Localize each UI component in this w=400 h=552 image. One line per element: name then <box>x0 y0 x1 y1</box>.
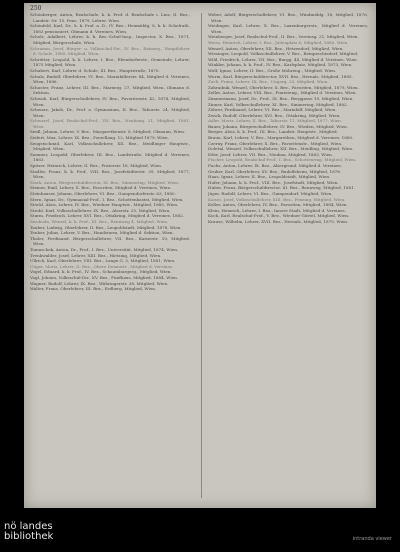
directory-entry: Tauber, Ludwig, Oberlehrer, II. Bez., Leopoldstadt, Mitglied, 1878, Wien. <box>30 224 182 230</box>
directory-entry: Schubert, Karl, Lehrer d. Schule, III. Bez., Hauptstraße, 1870. <box>30 67 160 73</box>
column-divider <box>201 13 202 498</box>
directory-entry: Schulz, Rudolf, Oberlehrer, VI. Bez., Mariahilferstr. 84, Mitglied d. Vereines, Wien, 1886. <box>30 73 190 85</box>
directory-entry: Koch, Karl, Realschul-Prof., V. Bez., Wiedner Gürtel, Mitglied, Wien. <box>208 213 350 219</box>
directory-entry: Haas, Ignaz, Lehrer, II. Bez., Leopoldstadt, Mitglied, Wien. <box>208 174 331 180</box>
directory-entry: Sommer, Leopold, Oberlehrer, III. Bez., Landstraße, Mitglied d. Vereines, 1883. <box>30 151 190 163</box>
directory-entry: Vogel, Eduard, k. k. Prof., IV. Bez., Schaumburgerg., Mitglied, Wien. <box>30 269 172 275</box>
directory-entry: Schramm, Josef, Bürger- u. Volksschul-Dir., IV. Bez., Rainerg., Hauptlehrer d. Schule, 1880, Mitglied, Wien. <box>30 45 190 57</box>
directory-entry: Berger, Alois, k. k. Prof., III. Bez., Landstr. Hauptstr., Mitglied. <box>208 129 338 135</box>
directory-entry: Fuchs, Anton, Lehrer, IX. Bez., Alsergrund, Mitglied d. Vereines. <box>208 163 342 169</box>
directory-entry: Zinner, Karl, Volksschullehrer, XI. Bez., Simmering, Mitglied, 1882. <box>208 101 348 107</box>
directory-entry: Swoboda, Wenzel, k. k. Prof., III. Bez., Rennweg 4, Mitglied, Wien. <box>30 218 169 224</box>
directory-entry: Schönfeld, Karl, Dr., k. k. Prof. a. D., IV. Bez., Heumühlg. 8, k. k. Schulrath, 1883 pensioniert, Obmann d. Vereines, Wien. <box>30 23 190 34</box>
directory-entry: Fischer, Leopold, Realschul-Prof., I. Bez., Schottenring, Mitglied, Wien. <box>208 157 357 163</box>
directory-entry: Weinberger, Josef, Realschul-Prof., II. Bez., Vereinsg. 21, Mitglied, Wien. <box>208 34 359 40</box>
directory-entry: Adler, Moriz, Lehrer, II. Bez., Taborstr. 11, Mitglied, 1877, Wien. <box>208 118 343 124</box>
directory-entry: Wagner, Rudolf, Lehrer, IX. Bez., Währingerstr. 38, Mitglied, Wien. <box>30 280 169 286</box>
directory-entry: Walter, Franz, Oberlehrer, III. Bez., Erdberg, Mitglied, Wien. <box>30 286 157 292</box>
directory-entry: Wild, Friedrich, Lehrer, VII. Bez., Burgg. 44, Mitglied d. Vereines, Wien. <box>208 56 358 62</box>
directory-entry: Krause, Wilhelm, Lehrer, XVII. Bez., Hernals, Mitglied, 1879, Wien. <box>208 218 349 224</box>
directory-entry: Wenzel, Anton, Oberlehrer, XII. Bez., Hetzendorf, Mitglied, Wien. <box>208 45 344 51</box>
directory-entry: Trenkwalder, Josef, Lehrer, XIII. Bez., Hietzing, Mitglied, Wien. <box>30 252 162 258</box>
directory-entry: Sengstschmid, Karl, Volksschullehrer, XII. Bez., Meidlinger Hauptstr., Mitglied, Wien. <box>30 140 190 152</box>
viewer-label[interactable]: intranda viewer <box>352 536 392 542</box>
logo-line-1: nö landes <box>4 521 53 532</box>
directory-entry: Zöhrer, Ferdinand, Lehrer, VI. Bez., Mariahilf, Mitglied, Wien. <box>208 107 337 113</box>
directory-entry: Stöckl, Alois, Lehrer, IV. Bez., Wiedner Hauptstr., Mitglied, 1885, Wien. <box>30 202 179 208</box>
right-column <box>208 12 368 500</box>
logo-line-2: bibliothek <box>4 531 54 542</box>
directory-entry: Kaiser, Josef, Volksschullehrer, XIII. Bez., Penzing, Mitglied, Wien. <box>208 196 346 202</box>
directory-entry: Schrötter, Leopold, k. k. Lehrer, I. Bez., Ebendorferstr., Gemeinde, Lehrer, 1875 Mitglied, Wien. <box>30 56 190 68</box>
directory-entry: Schwarzl, Josef, Realschul-Prof., VII. Bez., Neubaug. 21, Mitglied, 1881, Wien. <box>30 118 190 129</box>
directory-entry: Gruber, Karl, Oberlehrer, XV. Bez., Rudolfsheim, Mitglied, 1878. <box>208 168 342 174</box>
directory-entry: Doležal, Wenzel, Volksschullehrer, XII. Bez., Meidling, Mitglied, Wien. <box>208 146 354 152</box>
directory-entry: Ullrich, Karl, Oberlehrer, VIII. Bez., Lange G. 3, Mitglied, 1881, Wien. <box>30 258 176 264</box>
directory-entry: Seifert, Max, Lehrer, IX. Bez., Porzellang. 12, Mitglied 1879, Wien. <box>30 135 169 141</box>
directory-entry: Schwarz, Jakob, Dr., Prof. a. Gymnasium, II. Bez., Taborstr. 24, Mitglied, Wien. <box>30 107 190 118</box>
directory-entry: Wurm, Karl, Bürgerschuldirector, XVII. Bez., Hernals, Mitglied, 1885. <box>208 73 353 79</box>
directory-entry: Unger, Moriz, Lehrer, II. Bez., Obere Donaustr., Mitglied d. Vereines. <box>30 263 174 269</box>
directory-entry: Tomaschek, Anton, Dr., Prof., I. Bez., Universität, Mitglied, 1874, Wien. <box>30 246 179 252</box>
directory-entry: Huber, Franz, Bürgerschuldirector, III. Bez., Rennweg, Mitglied, 1881. <box>208 185 356 191</box>
directory-entry: Steinhauser, Johann, Oberlehrer, VI. Bez., Gumpendorferstr. 63, 1880. <box>30 191 176 196</box>
directory-entry: Thaler, Ferdinand, Bürgerschullehrer, VII. Bez., Kaiserstr. 10, Mitglied, Wien. <box>30 235 190 247</box>
directory-entry: Hofer, Johann, k. k. Prof., VIII. Bez., Josefstadt, Mitglied, Wien. <box>208 179 339 185</box>
scanned-page <box>24 3 376 508</box>
directory-entry: Zach, Franz, Lehrer, III. Bez., Ungarg. 33, Mitglied, Wien. <box>208 79 329 85</box>
directory-entry: Stern, Ignaz, Dr., Gymnasial-Prof., I. Bez., Schottenbastei, Mitglied, Wien. <box>30 196 184 202</box>
directory-entry: Czerny, Franz, Oberlehrer, X. Bez., Favoritenstr., Mitglied, Wien. <box>208 140 343 146</box>
directory-entry: Schwab, Karl, Bürgerschullehrer, IV. Bez., Favoritenstr. 42, 1874, Mitglied, Wien. <box>30 95 190 107</box>
directory-entry: Schönberger, Anton, Realschule, k. k. Prof. d. Realschule i. Linz, II. Bez., Landstr. Nr. 15. Pens. 1879, Lehrer. Wien. <box>30 12 190 23</box>
directory-entry: Stadler, Franz, k. k. Prof., VIII. Bez., Josefstädterstr. 39, Mitglied, 1877, Wien. <box>30 168 190 180</box>
directory-entry: Sturm, Friedrich, Lehrer, XVI. Bez., Ottakring, Mitglied d. Vereines, 1882. <box>30 213 185 219</box>
directory-entry: Seidl, Johann, Lehrer, V. Bez., Margarethenstr. 8, Mitglied, Obmann, Wien. <box>30 129 186 135</box>
directory-entry: Wolf, Ignaz, Lehrer, II. Bez., Große Mohreng., Mitglied, Wien. <box>208 67 337 73</box>
directory-entry: Zimmermann, Josef, Dr., Prof., IX. Bez., Berggasse 19, Mitglied, Wien. <box>208 95 354 101</box>
directory-entry: Zwick, Rudolf, Oberlehrer, XVI. Bez., Ottakring, Mitglied, Wien. <box>208 112 341 118</box>
directory-entry: Zahradnik, Wenzel, Oberlehrer, X. Bez., Favoriten, Mitglied, 1879, Wien. <box>208 84 359 90</box>
directory-entry: Vogl, Johann, Volksschul-Dir., XV. Bez., Fünfhaus, Mitglied, 1884, Wien. <box>30 274 179 280</box>
left-column <box>30 12 190 500</box>
directory-entry: Eder, Josef, Lehrer, VII. Bez., Neubau, Mitglied, 1883, Wien. <box>208 151 334 157</box>
directory-entry: Wiesinger, Leopold, Volksschullehrer, V. Bez., Reinprechtsdorf, Mitglied. <box>208 51 359 57</box>
directory-entry: Steiner, Emil, Lehrer, X. Bez., Favoriten, Mitglied d. Vereines, Wien. <box>30 185 172 191</box>
directory-entry: Zeller, Anton, Lehrer, VIII. Bez., Piaristeng., Mitglied d. Vereines, Wien. <box>208 90 357 96</box>
directory-entry: Spitzer, Heinrich, Lehrer, II. Bez., Praterstr. 16, Mitglied, Wien. <box>30 163 163 169</box>
directory-entry: Weiss, Heinrich, Lehrer, I. Bez., Judenplatz 6, Mitglied, 1880, Wien. <box>208 39 349 45</box>
directory-entry: Weber, Adolf, Bürgerschullehrer, VI. Bez., Windmühlg. 18, Mitglied, 1876, Wien. <box>208 12 368 23</box>
directory-entry: Bauer, Johann, Bürgerschullehrer, IV. Bez., Wieden, Mitglied, Wien. <box>208 123 349 129</box>
directory-entry: Klein, Heinrich, Lehrer, I. Bez., Innere Stadt, Mitglied d. Vereines. <box>208 207 346 213</box>
directory-entry: Scholz, Adalbert, Lehrer, k. k. Bez.-Schul-Insp., Inspector, X. Bez., 1871, Mitglied, Bürgerschule, Wien. <box>30 34 190 45</box>
directory-entry: Strobl, Karl, Volksschullehrer, IX. Bez., Alserstr. 25, Mitglied, Wien. <box>30 207 171 213</box>
directory-entry: Stark, Anton, Bürgerschuldirector, XI. Bez., Simmering, Mitglied, Wien. <box>30 179 180 185</box>
directory-entry: Keller, Anton, Oberlehrer, IV. Bez., Favoriten, Mitglied, 1884, Wien. <box>208 202 348 208</box>
directory-entry: Teuber, Julius, Lehrer, V. Bez., Hundsturm, Mitglied d. Sektion, Wien. <box>30 230 174 236</box>
directory-entry: Weidinger, Karl, Lehrer, X. Bez., Laxenburgerstr., Mitglied d. Vereines, Wien. <box>208 23 368 34</box>
directory-entry: Winkler, Johann, k. k. Prof., IV. Bez., Karlsplatz, Mitglied, 1873, Wien. <box>208 62 353 68</box>
directory-entry: Braun, Karl, Lehrer, V. Bez., Margarethen, Mitglied d. Vereines, 1880. <box>208 135 354 141</box>
library-logo[interactable] <box>4 522 53 542</box>
directory-entry: Jäger, Rudolf, Lehrer, VI. Bez., Gumpendorf, Mitglied, Wien. <box>208 191 333 196</box>
page-number: 250 <box>30 5 42 12</box>
directory-entry: Schuster, Franz, Lehrer, III. Bez., Marxerg. 27, Mitglied, Wien, Obmann d. Sektion. <box>30 84 190 96</box>
